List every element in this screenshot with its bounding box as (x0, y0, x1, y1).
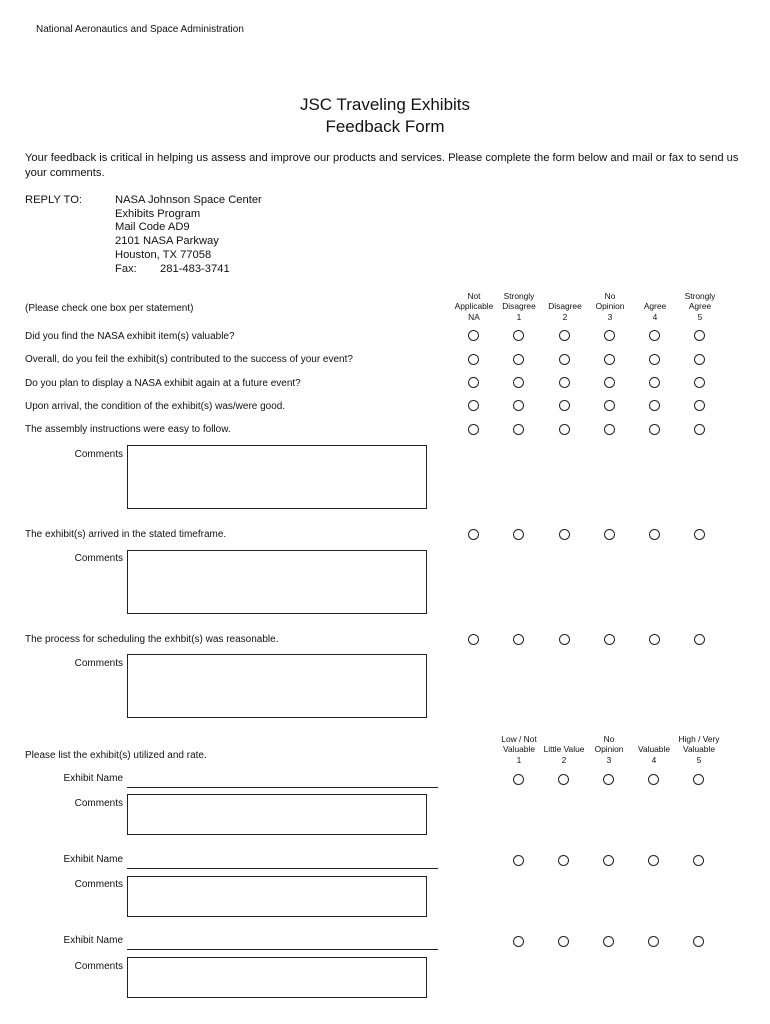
form-title: JSC Traveling Exhibits (299, 95, 471, 114)
question-text: Upon arrival, the condition of the exhibit(s) was/were good. (25, 401, 286, 412)
scale-header-line: Disagree (548, 301, 582, 312)
rating-radio[interactable] (603, 855, 614, 866)
question-text: Overall, do you feil the exhibit(s) contributed to the success of your event? (25, 354, 353, 365)
rating-radio[interactable] (649, 377, 660, 388)
comments-label: Comments (74, 658, 123, 669)
rating-radio[interactable] (694, 634, 705, 645)
scale-header-line: No (604, 290, 616, 301)
scale-header-line: Agree (643, 301, 667, 312)
comments-label: Comments (74, 879, 123, 890)
comments-box[interactable] (127, 654, 427, 718)
exhibit-scale-header-line: 5 (696, 755, 702, 766)
exhibit-name-label: Exhibit Name (63, 773, 123, 784)
rating-radio[interactable] (649, 330, 660, 341)
address-line: Exhibits Program (115, 208, 201, 220)
exhibit-scale-header-line: Valuable (683, 744, 715, 755)
scale-header-line: 5 (697, 312, 703, 323)
rating-radio[interactable] (468, 377, 479, 388)
scale-header-line: Agree (688, 301, 712, 312)
rating-radio[interactable] (558, 855, 569, 866)
rating-radio[interactable] (694, 424, 705, 435)
intro-text: Your feedback is critical in helping us assess and improve our products and services. Please complete the form below and mail or fax to send us your comments. (25, 152, 739, 179)
rating-radio[interactable] (468, 354, 479, 365)
rating-radio[interactable] (604, 330, 615, 341)
rating-radio[interactable] (649, 424, 660, 435)
rating-radio[interactable] (558, 936, 569, 947)
rating-radio[interactable] (513, 855, 524, 866)
question-text: The assembly instructions were easy to follow. (25, 424, 231, 435)
rating-radio[interactable] (694, 377, 705, 388)
rating-radio[interactable] (513, 424, 524, 435)
comments-box[interactable] (127, 876, 427, 917)
exhibit-name-field[interactable] (127, 868, 438, 869)
rating-radio[interactable] (604, 354, 615, 365)
scale-header-line: Opinion (595, 301, 625, 312)
form-subtitle: Feedback Form (325, 117, 445, 136)
scale-header-line: 1 (516, 312, 522, 323)
rating-radio[interactable] (648, 855, 659, 866)
scale-header-line: Not (467, 290, 481, 301)
rating-radio[interactable] (649, 529, 660, 540)
question-text: Did you find the NASA exhibit item(s) valuable? (25, 331, 235, 342)
exhibit-scale-header-line: 2 (561, 755, 567, 766)
exhibit-scale-header-line: Valuable (638, 744, 670, 755)
scale-header-line: 2 (562, 312, 568, 323)
scale-header-line: 3 (607, 312, 613, 323)
rating-radio[interactable] (513, 774, 524, 785)
comments-label: Comments (74, 961, 123, 972)
fax-label: Fax: (115, 263, 137, 275)
comments-box[interactable] (127, 794, 427, 835)
exhibit-scale-header-line: No (603, 733, 615, 744)
rating-radio[interactable] (693, 774, 704, 785)
scale-header-line: NA (468, 312, 480, 323)
rating-radio[interactable] (694, 354, 705, 365)
rating-radio[interactable] (513, 330, 524, 341)
rating-radio[interactable] (649, 634, 660, 645)
rating-radio[interactable] (604, 377, 615, 388)
rating-radio[interactable] (468, 424, 479, 435)
rating-radio[interactable] (468, 400, 479, 411)
rating-radio[interactable] (603, 936, 614, 947)
rating-radio[interactable] (513, 529, 524, 540)
rating-radio[interactable] (559, 330, 570, 341)
question-text: The process for scheduling the exhbit(s) was reasonable. (25, 634, 279, 645)
rating-radio[interactable] (559, 377, 570, 388)
exhibit-scale-header-line: Low / Not (501, 733, 537, 744)
question-text: The exhibit(s) arrived in the stated timeframe. (25, 529, 227, 540)
rating-radio[interactable] (559, 529, 570, 540)
rating-radio[interactable] (559, 424, 570, 435)
exhibit-scale-header (671, 734, 727, 766)
rating-radio[interactable] (468, 634, 479, 645)
survey-instruction: (Please check one box per statement) (25, 303, 194, 314)
rating-radio[interactable] (513, 936, 524, 947)
address-line: 2101 NASA Parkway (115, 235, 219, 247)
scale-header-line: Applicable (454, 301, 494, 312)
scale-header-line: Strongly (684, 290, 716, 301)
rating-radio[interactable] (649, 400, 660, 411)
rating-radio[interactable] (694, 330, 705, 341)
rating-radio[interactable] (513, 354, 524, 365)
exhibit-name-field[interactable] (127, 949, 438, 950)
exhibit-scale-header-line: 4 (651, 755, 657, 766)
exhibit-scale-header-line: Opinion (594, 744, 624, 755)
exhibit-name-label: Exhibit Name (63, 935, 123, 946)
rating-radio[interactable] (604, 634, 615, 645)
address-line: Mail Code AD9 (115, 221, 190, 233)
comments-box[interactable] (127, 550, 427, 614)
comments-box[interactable] (127, 445, 427, 509)
rating-radio[interactable] (648, 774, 659, 785)
rating-radio[interactable] (513, 634, 524, 645)
reply-to-label: REPLY TO: (25, 194, 83, 206)
rating-radio[interactable] (559, 400, 570, 411)
rating-radio[interactable] (649, 354, 660, 365)
exhibit-scale-header-line: 1 (516, 755, 522, 766)
agency-name: National Aeronautics and Space Administration (36, 24, 244, 35)
exhibit-scale-header-line: High / Very (678, 733, 720, 744)
rating-radio[interactable] (693, 855, 704, 866)
exhibit-scale-header-line: Valuable (503, 744, 535, 755)
comments-box[interactable] (127, 957, 427, 998)
rating-radio[interactable] (648, 936, 659, 947)
rating-radio[interactable] (693, 936, 704, 947)
rating-radio[interactable] (694, 529, 705, 540)
rating-radio[interactable] (559, 634, 570, 645)
question-text: Do you plan to display a NASA exhibit again at a future event? (25, 378, 301, 389)
scale-header-line: 4 (652, 312, 658, 323)
exhibit-scale-header-line: 3 (606, 755, 612, 766)
rating-radio[interactable] (604, 529, 615, 540)
comments-label: Comments (74, 798, 123, 809)
rating-radio[interactable] (468, 529, 479, 540)
rating-radio[interactable] (513, 377, 524, 388)
scale-header-line: Disagree (502, 301, 536, 312)
exhibit-name-label: Exhibit Name (63, 854, 123, 865)
rating-radio[interactable] (694, 400, 705, 411)
scale-header-line: Strongly (503, 290, 535, 301)
address-line: NASA Johnson Space Center (115, 194, 262, 206)
address-line: Houston, TX 77058 (115, 249, 212, 261)
fax-number: 281-483-3741 (160, 263, 230, 275)
comments-label: Comments (74, 449, 123, 460)
rating-radio[interactable] (558, 774, 569, 785)
exhibit-scale-header-line: Little Value (543, 744, 585, 755)
rating-radio[interactable] (468, 330, 479, 341)
rating-radio[interactable] (603, 774, 614, 785)
rating-radio[interactable] (604, 400, 615, 411)
rating-radio[interactable] (513, 400, 524, 411)
rating-radio[interactable] (604, 424, 615, 435)
comments-label: Comments (74, 553, 123, 564)
exhibit-name-field[interactable] (127, 787, 438, 788)
exhibits-prompt: Please list the exhibit(s) utilized and rate. (25, 750, 207, 761)
rating-radio[interactable] (559, 354, 570, 365)
scale-header (672, 291, 728, 323)
